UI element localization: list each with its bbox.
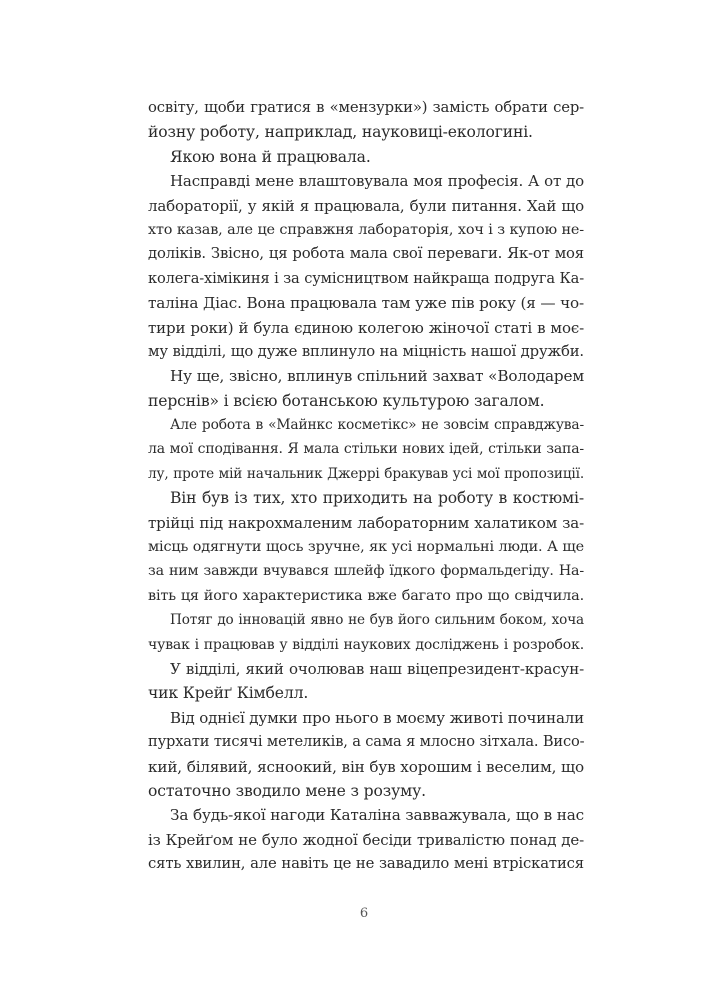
text-line: чик Крейґ Кімбелл. (148, 684, 309, 703)
text-line: сять хвилин, але навіть це не завадило мені втріскатися (148, 855, 584, 873)
text-line: перснів» і всією ботанською культурою загалом. (148, 391, 545, 410)
text-line: му відділі, що дуже вплинуло на міцність нашої дружби. (148, 342, 584, 360)
text-line: Потяг до інновацій явно не був його сильним боком, хоча (170, 612, 584, 629)
text-line: місць одягнути щось зручне, як усі нормальні люди. А ще (148, 539, 584, 556)
text-line: Якою вона й працювала. (170, 147, 371, 166)
text-line: лабораторії, у якій я працювала, були питання. Хай що (148, 196, 584, 215)
page-number: 6 (359, 906, 369, 921)
text-line: остаточно зводило мене з розуму. (148, 781, 426, 800)
text-line: лу, проте мій начальник Джеррі бракував усі мої пропозиції. (148, 465, 584, 482)
text-line: доліків. Звісно, ця робота мала свої переваги. Як-от моя (148, 245, 584, 263)
text-line: освіту, щоби гратися в «мензурки») замість обрати сер- (148, 99, 584, 116)
text-line: хто казав, але це справжня лабораторія, хоч і з купою не- (148, 221, 584, 238)
text-line: Ну ще, звісно, вплинув спільний захват «Володарем (170, 367, 584, 386)
text-line: таліна Діас. Вона працювала там уже пів року (я — чо- (148, 294, 584, 313)
text-line: віть ця його характеристика вже багато про що свідчила. (148, 587, 584, 604)
text-line: У відділі, який очолював наш віцепрезидент-красун- (170, 659, 584, 678)
text-line: чувак і працював у відділі наукових досліджень і розробок. (148, 636, 584, 653)
text-line: ла мої сподівання. Я мала стільки нових ідей, стільки запа- (148, 441, 584, 458)
text-line: кий, білявий, ясноокий, він був хорошим і веселим, що (148, 757, 584, 776)
text-line: тири роки) й була єдиною колегою жіночої статі в моє- (148, 318, 584, 337)
text-line: Він був із тих, хто приходить на роботу в костюмі- (170, 489, 584, 508)
text-line: За будь-якої нагоди Каталіна завважувала, що в нас (170, 806, 584, 825)
text-line: Але робота в «Майнкс косметікс» не зовсім справджува- (170, 417, 584, 434)
text-line: із Крейґом не було жодної бесіди тривалістю понад де- (148, 830, 584, 849)
text-line: Від однієї думки про нього в моєму животі починали (170, 708, 584, 727)
text-line: колега-хімікиня і за сумісництвом найкраща подруга Ка- (148, 269, 584, 287)
text-line: пурхати тисячі метеликів, а сама я млосно зітхала. Висо- (148, 733, 585, 751)
body-text (148, 96, 584, 877)
text-line: за ним завжди вчувався шлейф їдкого формальдегіду. На- (148, 563, 584, 580)
text-line: трійці під накрохмаленим лабораторним халатиком за- (148, 513, 584, 532)
text-line: йозну роботу, наприклад, науковиці-екологині. (148, 123, 533, 142)
text-line: Насправді мене влаштовувала моя професія. А от до (170, 172, 584, 191)
